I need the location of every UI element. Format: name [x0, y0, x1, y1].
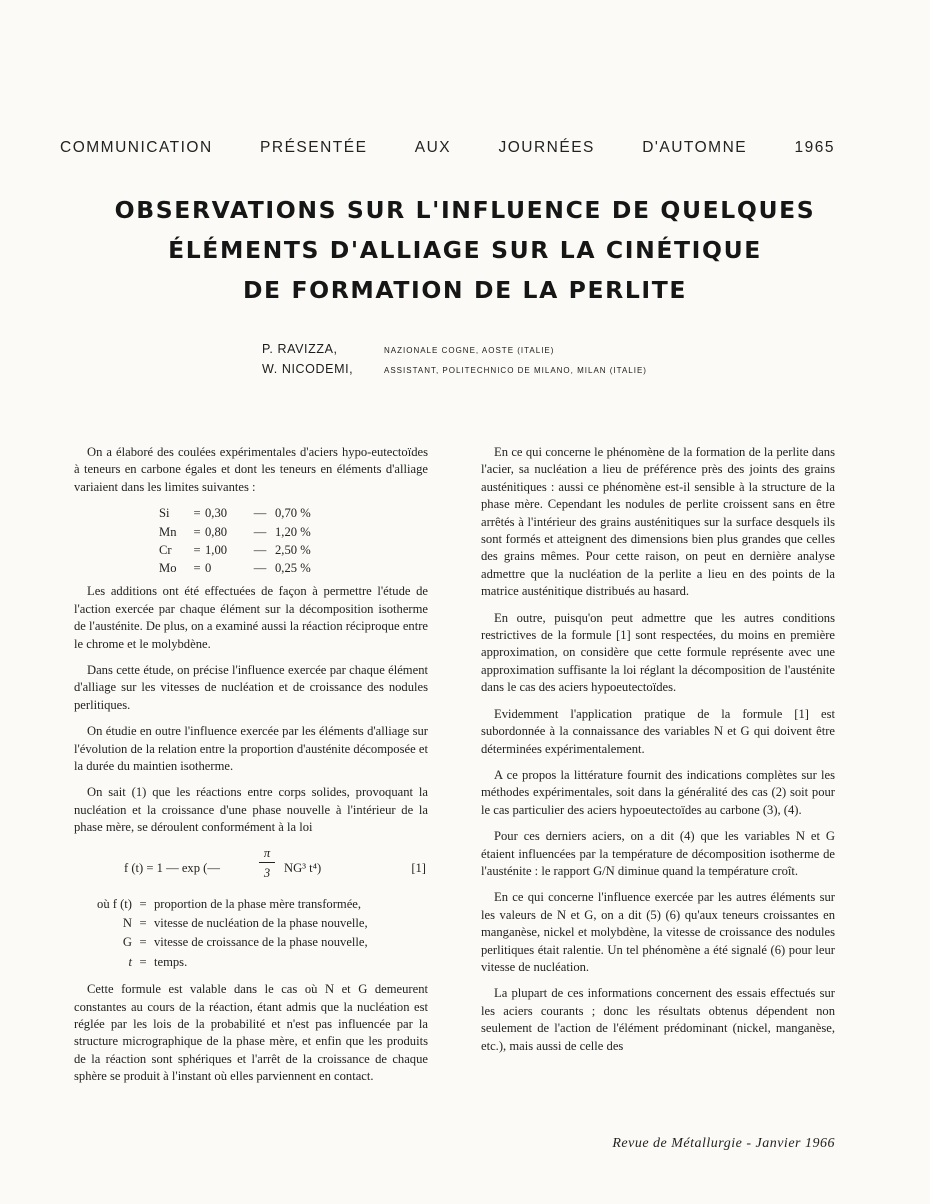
header-word: PRÉSENTÉE — [260, 139, 368, 156]
author-row — [262, 340, 647, 360]
range-dash: — — [253, 561, 267, 576]
element-symbol: Mo — [159, 561, 177, 576]
header-word: D'AUTOMNE — [642, 139, 748, 156]
equals-sign: = — [193, 506, 201, 521]
range-dash: — — [253, 524, 267, 539]
paragraph: En ce qui concerne l'influence exercée par les autres éléments sur les valeurs de N et G, on a dit (5) (6) qu'aux teneurs croissantes en manganèse, nickel et molybdène, la vitesse de croissance des nodules perlitiques était ralentie. Un tel phénomène a été signalé (6) pour leur vitesse de nucléation. — [481, 890, 835, 974]
equation-number: [1] — [411, 860, 426, 875]
paragraph: Pour ces derniers aciers, on a dit (4) que les variables N et G étaient influencées par la température de décomposition isotherme de l'austénite : le rapport G/N diminue quand la température croît. — [481, 829, 835, 878]
variable-definitions — [74, 896, 428, 974]
paragraph: Cette formule est valable dans le cas où N et G demeurent constantes au cours de la réaction, étant admis que la nucléation est réglée par les lois de la probabilité et n'est pas influencée par la structure micrographique de la phase mère, et enfin que les produits de la réaction sont sphériques et l'arrêt de la croissance de chaque sphère se produit à l'instant où elles parviennent en contact. — [74, 982, 428, 1084]
definition-row — [74, 915, 428, 934]
author-affiliation: NAZIONALE COGNE, AOSTE (ITALIE) — [384, 346, 555, 355]
author-list — [262, 340, 647, 380]
min-value: 0 — [205, 561, 212, 576]
range-dash: — — [253, 506, 267, 521]
equation-main: f (t) = 1 — exp (— — [124, 860, 220, 875]
alloy-limits-table — [159, 505, 428, 578]
element-symbol: Cr — [159, 542, 172, 557]
header-word: 1965 — [794, 139, 835, 156]
left-column — [74, 444, 428, 1095]
right-column — [481, 444, 835, 1064]
equation-fraction — [259, 846, 275, 880]
paragraph: En outre, puisqu'on peut admettre que les autres conditions restrictives de la formule [1] sont respectées, du moins en première approximation, on considère que cette formule représente avec une approximation suffisante la loi réglant la décomposition de l'austénite dans le cas des aciers hypoeutectoïdes. — [481, 610, 835, 695]
element-symbol: Mn — [159, 524, 177, 539]
variable-symbol: où f (t) — [97, 896, 132, 911]
min-value: 1,00 — [205, 542, 228, 557]
paragraph: On sait (1) que les réactions entre corps solides, provoquant la nucléation et la croissance d'une phase nouvelle à l'intérieur de la phase mère, se déroulent conformément à la loi — [74, 785, 428, 835]
variable-meaning: vitesse de nucléation de la phase nouvelle, — [154, 916, 368, 931]
variable-symbol: G — [122, 935, 132, 950]
max-value: 0,25 % — [275, 561, 311, 576]
author-row — [262, 360, 647, 380]
alloy-row — [159, 560, 428, 578]
equation-tail: NG³ t⁴) — [284, 860, 322, 875]
equals-sign: = — [193, 561, 201, 576]
paragraph: En ce qui concerne le phénomène de la formation de la perlite dans l'acier, sa nucléation a lieu de préférence près des joints des grains austénitiques : aussi ce phénomène est-il sensible à la structure de la phase mère. Cependant les nodules de perlite croissent sans en être arrêtés à l'intérieur des grains austénitiques sur la surface desquels ils sont formés et atteignent des dimensions bien plus grandes que celles des grains mêmes. Pour cette raison, on peut en dernière analyse admettre que la nucléation de la perlite a lieu en des points de la matrice austénitique distribués au hasard. — [481, 445, 835, 599]
variable-symbol: N — [122, 916, 132, 931]
paragraph: Dans cette étude, on précise l'influence exercée par chaque élément d'alliage sur les vitesses de nucléation et de croissance des nodules perlitiques. — [74, 663, 428, 712]
header-word: JOURNÉES — [498, 139, 595, 156]
equals-sign: = — [139, 954, 147, 969]
alloy-row — [159, 505, 428, 523]
article-title — [0, 190, 930, 310]
equals-sign: = — [193, 524, 201, 539]
fraction-numerator: π — [259, 846, 275, 863]
journal-footer: Revue de Métallurgie - Janvier 1966 — [612, 1136, 835, 1151]
definition-row — [74, 896, 428, 915]
conference-header — [60, 139, 835, 157]
title-line-2: ÉLÉMENTS D'ALLIAGE SUR LA CINÉTIQUE — [168, 236, 762, 264]
variable-meaning: vitesse de croissance de la phase nouvelle, — [154, 935, 368, 950]
equals-sign: = — [139, 916, 147, 931]
author-name: P. RAVIZZA, — [262, 342, 338, 356]
author-name: W. NICODEMI, — [262, 362, 354, 376]
equals-sign: = — [139, 935, 147, 950]
min-value: 0,30 — [205, 506, 228, 521]
equals-sign: = — [193, 542, 201, 557]
alloy-row — [159, 524, 428, 542]
paragraph: Les additions ont été effectuées de façon à permettre l'étude de l'action exercée par chaque élément sur la décomposition isotherme de l'austénite. De plus, on a examiné aussi la réaction réciproque entre le chrome et le molybdène. — [74, 584, 428, 651]
equation — [74, 846, 428, 892]
variable-meaning: temps. — [154, 954, 188, 969]
alloy-row — [159, 542, 428, 560]
range-dash: — — [253, 542, 267, 557]
header-word: COMMUNICATION — [60, 139, 213, 156]
fraction-denominator: 3 — [263, 865, 271, 880]
element-symbol: Si — [159, 506, 170, 521]
author-affiliation: ASSISTANT, POLITECHNICO DE MILANO, MILAN (ITALIE) — [384, 366, 647, 375]
equals-sign: = — [139, 896, 147, 911]
variable-symbol: t — [128, 954, 132, 969]
title-line-3: DE FORMATION DE LA PERLITE — [242, 276, 688, 304]
paragraph: La plupart de ces informations concernent des essais effectués sur les aciers courants ; donc les résultats obtenus dépendent non seulement de l'action de l'élément prédominant (nickel, manganèse, etc.), mais aussi de celle des — [481, 986, 835, 1053]
header-word: AUX — [414, 139, 452, 156]
definition-row — [74, 954, 428, 973]
max-value: 1,20 % — [275, 524, 311, 539]
paragraph: On a élaboré des coulées expérimentales d'aciers hypo-eutectoïdes à teneurs en carbone égales et dont les teneurs en éléments d'alliage variaient dans les limites suivantes : — [74, 445, 428, 494]
paragraph: On étudie en outre l'influence exercée par les éléments d'alliage sur l'évolution de la relation entre la proportion d'austénite décomposée et la durée du maintien isotherme. — [74, 724, 428, 774]
definition-row — [74, 934, 428, 953]
paragraph: A ce propos la littérature fournit des indications complètes sur les méthodes expérimentales, soit dans la généralité des cas (2) soit pour le cas particulier des aciers hypoeutectoïdes au carbone (3), (4). — [481, 767, 835, 817]
max-value: 2,50 % — [275, 542, 311, 557]
variable-meaning: proportion de la phase mère transformée, — [154, 896, 362, 911]
paragraph: Evidemment l'application pratique de la formule [1] est subordonnée à la connaissance des variables N et G qui doivent être déterminées expérimentalement. — [481, 706, 835, 756]
title-line-1: OBSERVATIONS SUR L'INFLUENCE DE QUELQUES — [114, 196, 816, 224]
max-value: 0,70 % — [275, 506, 311, 521]
min-value: 0,80 — [205, 524, 228, 539]
